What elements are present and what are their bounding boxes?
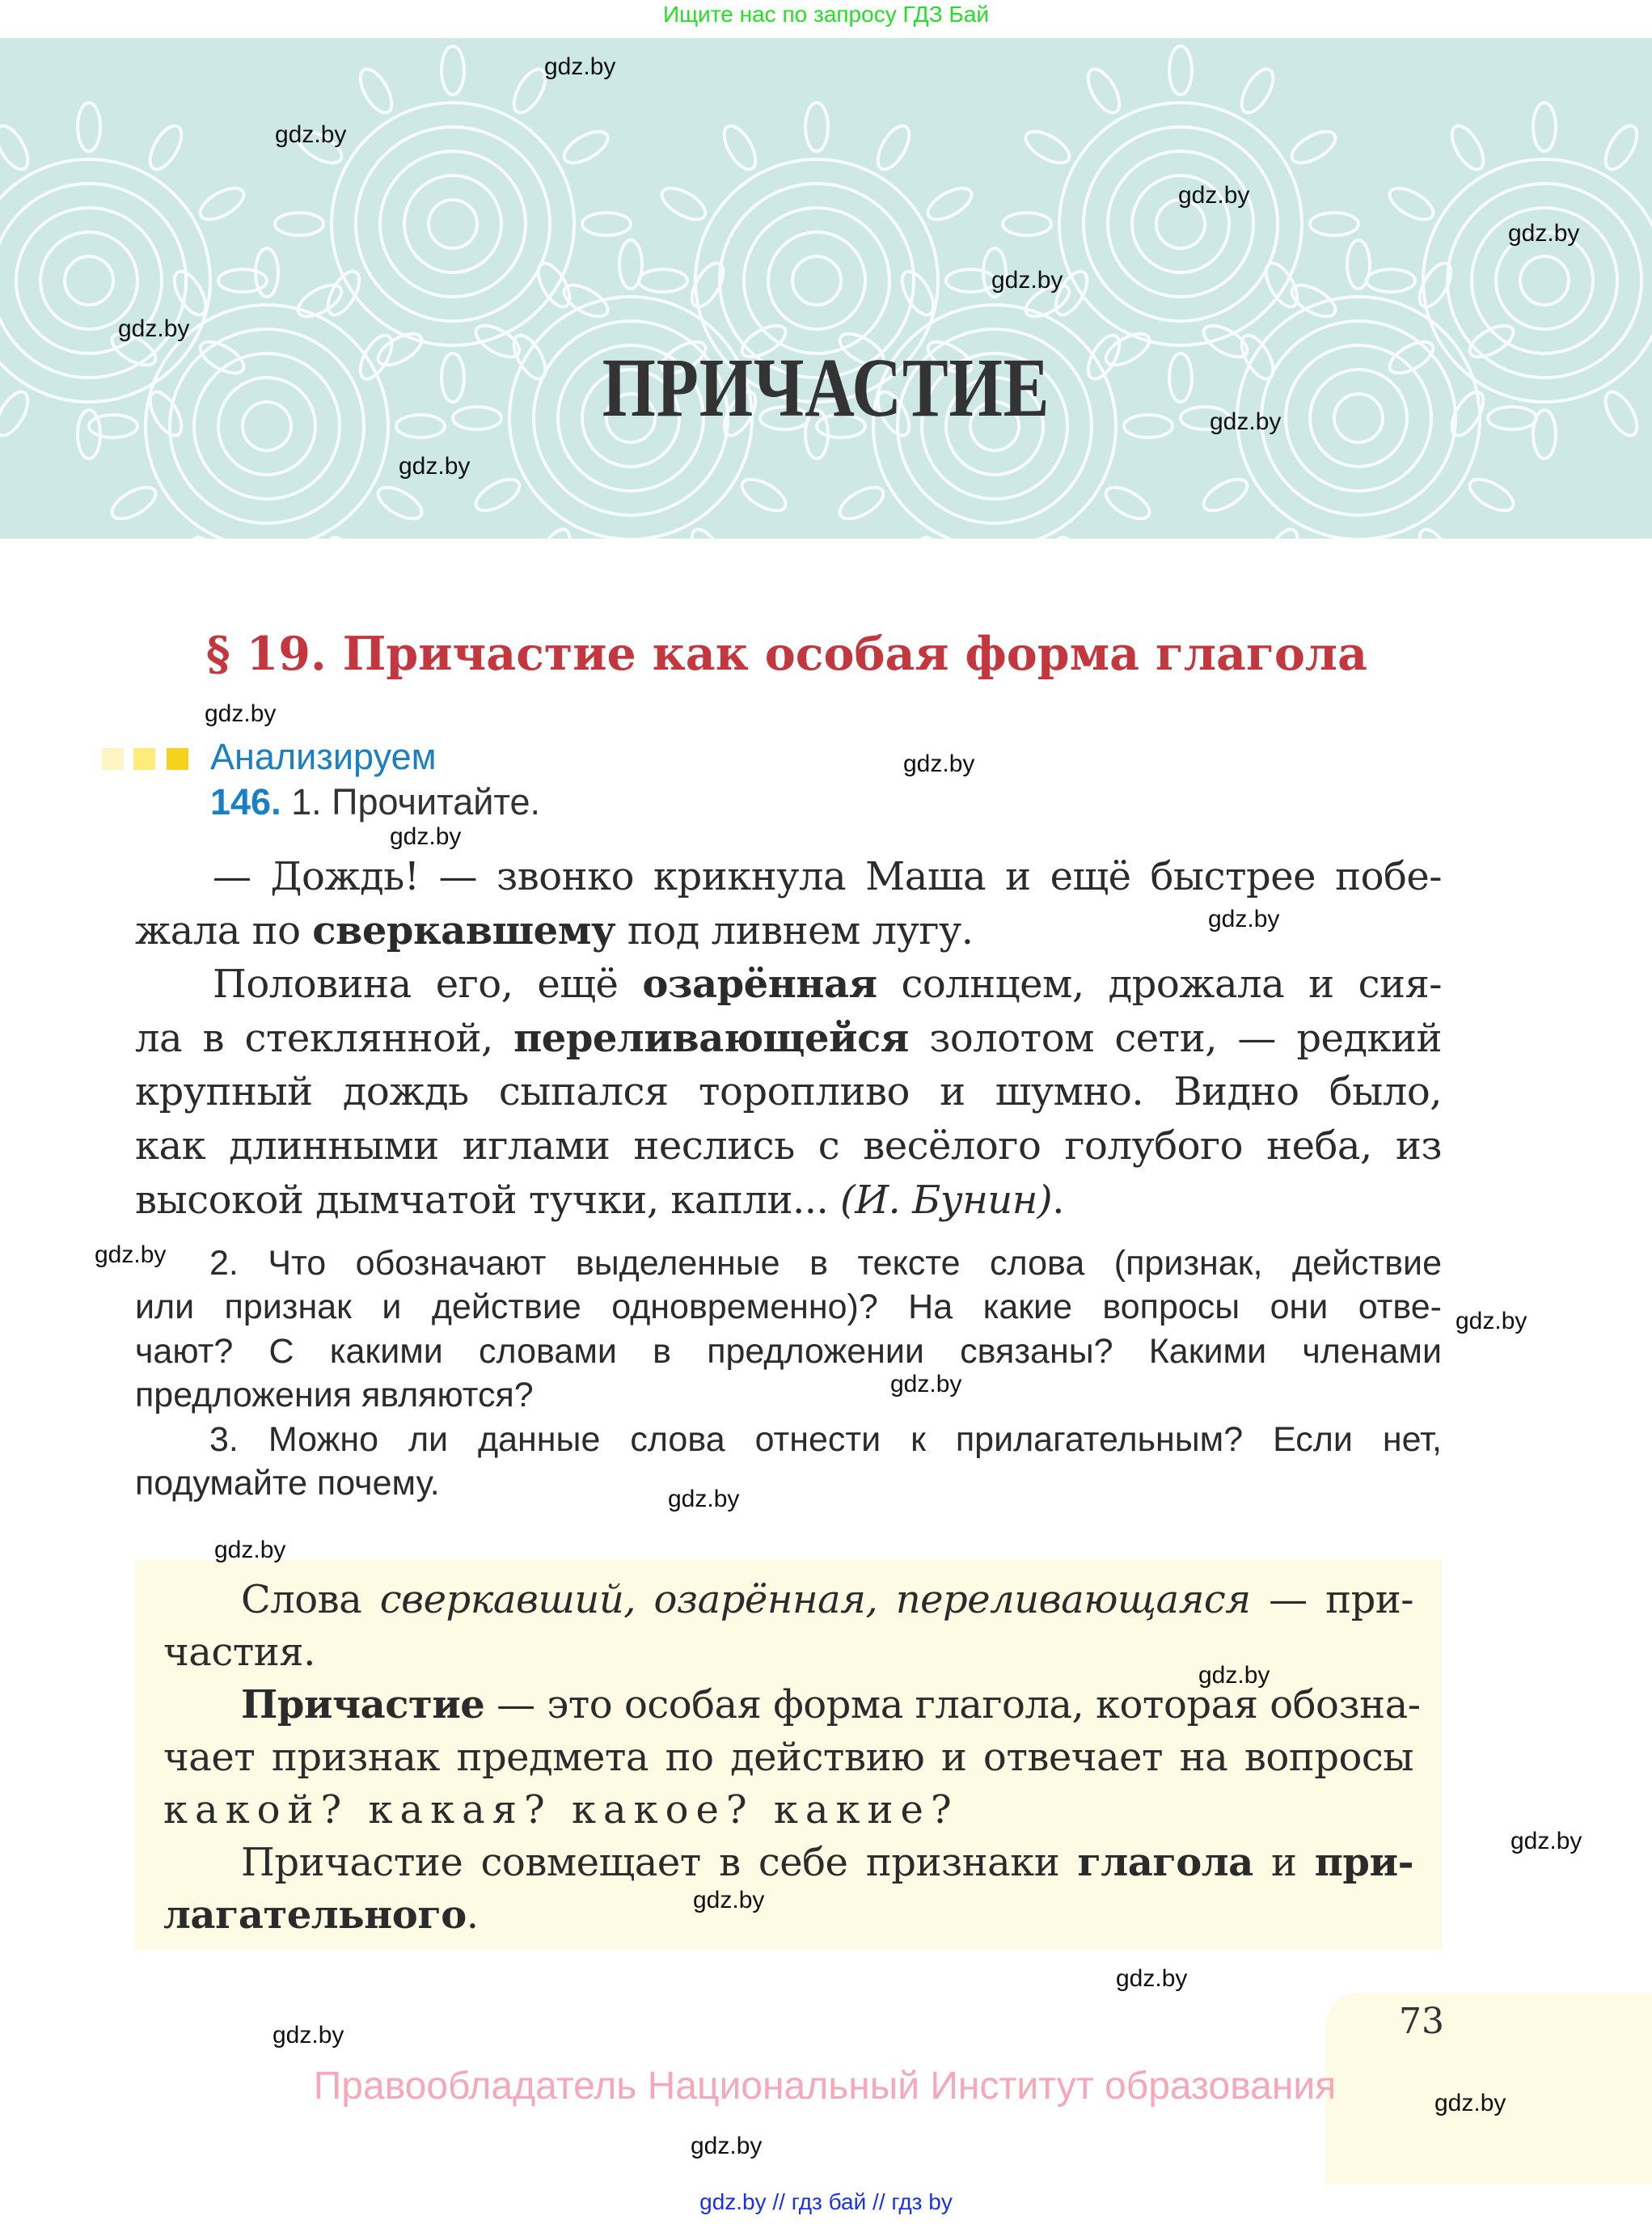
petal-ornament xyxy=(896,266,940,319)
chapter-title: ПРИЧАСТИЕ xyxy=(602,341,1050,434)
italic-text: сверкавший, озарённая, переливающаяся xyxy=(379,1577,1251,1622)
task-text: 1. Прочитайте. xyxy=(291,781,541,822)
text-segment: высокой дымчатой тучки, капли... xyxy=(135,1177,840,1223)
bold-text: сверкавшему xyxy=(312,907,616,953)
task-header xyxy=(210,781,540,823)
petal-ornament xyxy=(275,213,323,235)
petal-ornament xyxy=(1287,125,1341,169)
watermark-link[interactable]: gdz.by xyxy=(1116,1965,1188,1992)
petal-ornament xyxy=(1599,121,1643,174)
flower-ornament xyxy=(429,200,477,248)
text-segment: жала по xyxy=(135,907,313,953)
search-hint-link[interactable]: Ищите нас по запросу ГДЗ Бай xyxy=(662,2,990,27)
petal-ornament xyxy=(1003,213,1051,235)
watermark-link[interactable]: gdz.by xyxy=(95,1241,167,1268)
text-segment: Слова xyxy=(241,1577,380,1622)
questions-text xyxy=(135,1241,1442,1505)
text-segment: 2. Что обозначают выделенные в тексте слова (признак, действие xyxy=(209,1244,1442,1283)
petal-ornament xyxy=(1082,64,1126,117)
bold-text: озарённая xyxy=(642,962,877,1008)
text-line xyxy=(135,1119,1442,1173)
petal-ornament xyxy=(686,525,729,539)
petal-ornament xyxy=(737,473,791,517)
petal-ornament xyxy=(896,533,940,539)
petal-ornament xyxy=(78,103,100,151)
petal-ornament xyxy=(805,103,828,151)
petal-ornament xyxy=(532,525,576,539)
flower-ornament xyxy=(792,256,841,305)
section-label: Анализируем xyxy=(210,736,437,777)
watermark-link[interactable]: gdz.by xyxy=(273,2022,344,2049)
petal-ornament xyxy=(196,182,249,226)
text-segment: крупный дождь сыпался торопливо и шумно. Видно было, xyxy=(135,1069,1442,1115)
text-segment: чает признак предмета по действию и отвечает на вопросы xyxy=(163,1735,1413,1780)
petal-ornament xyxy=(144,121,188,174)
petal-ornament xyxy=(1413,525,1457,539)
bold-text: лагательного xyxy=(163,1892,467,1938)
text-segment: и xyxy=(1253,1840,1315,1885)
flower-ornament xyxy=(1108,151,1253,297)
petal-ornament xyxy=(1310,213,1358,235)
petal-ornament xyxy=(1384,182,1438,226)
watermark-link[interactable]: gdz.by xyxy=(903,750,975,777)
flower-ornament xyxy=(1059,103,1302,345)
text-line xyxy=(163,1784,1413,1837)
text-line xyxy=(135,958,1442,1012)
watermark-link[interactable]: gdz.by xyxy=(399,453,471,480)
flower-ornament xyxy=(768,232,865,329)
petal-ornament xyxy=(1101,481,1155,525)
petal-ornament xyxy=(1465,473,1519,517)
chapter-banner xyxy=(0,38,1652,539)
flower-ornament xyxy=(1520,256,1569,305)
petal-ornament xyxy=(374,481,427,525)
text-segment: 3. Можно ли данные слова отнести к прилагательным? Если нет, xyxy=(209,1419,1442,1459)
text-line xyxy=(135,1330,1442,1373)
petal-ornament xyxy=(872,121,915,174)
flower-ornament xyxy=(744,208,889,353)
text-segment: подумайте почему. xyxy=(135,1464,440,1503)
watermark-link[interactable]: gdz.by xyxy=(214,1537,286,1563)
bold-text: при- xyxy=(1314,1840,1413,1885)
flower-ornament xyxy=(332,103,574,345)
text-line xyxy=(135,1012,1442,1066)
petal-ornament xyxy=(718,121,762,174)
petal-ornament xyxy=(1169,46,1192,95)
marker-square xyxy=(167,748,188,770)
petal-ornament xyxy=(1446,121,1489,174)
page-number: 73 xyxy=(1399,2001,1444,2042)
petal-ornament xyxy=(322,533,365,539)
petal-ornament xyxy=(582,213,631,235)
watermark-link[interactable]: gdz.by xyxy=(1456,1308,1527,1334)
watermark-link[interactable]: gdz.by xyxy=(691,2133,763,2159)
petal-ornament xyxy=(1050,533,1093,539)
petal-ornament xyxy=(834,481,888,525)
watermark-link[interactable]: gdz.by xyxy=(1510,1828,1582,1854)
text-line xyxy=(163,1837,1413,1889)
watermark-link[interactable]: gdz.by xyxy=(693,1887,765,1913)
text-line xyxy=(135,1285,1442,1329)
text-segment: предложения являются? xyxy=(135,1376,534,1415)
text-segment: Причастие совмещает в себе признаки xyxy=(241,1840,1078,1885)
italic-text: (И. Бунин) xyxy=(839,1177,1053,1223)
bottom-links[interactable]: gdz.by // гдз бай // гдз by xyxy=(699,2189,953,2214)
watermark-link[interactable]: gdz.by xyxy=(205,700,277,727)
petal-ornament xyxy=(657,182,710,226)
text-segment: ла в стеклянной, xyxy=(135,1015,514,1061)
petal-ornament xyxy=(1198,473,1252,517)
watermark-link[interactable]: gdz.by xyxy=(1508,220,1580,247)
flower-ornament xyxy=(356,127,550,321)
marker-square xyxy=(102,748,124,770)
bold-text: переливающейся xyxy=(513,1015,909,1061)
petal-ornament xyxy=(619,240,642,289)
petal-ornament xyxy=(923,182,977,226)
petal-ornament xyxy=(560,125,613,169)
text-segment: или признак и действие одновременно)? На какие вопросы они отве- xyxy=(135,1287,1442,1327)
text-line xyxy=(163,1574,1413,1626)
text-segment: какой? какая? какое? какие? xyxy=(163,1787,959,1833)
text-segment: под ливнем лугу. xyxy=(615,907,974,953)
petal-ornament xyxy=(442,46,464,95)
text-segment: — Дождь! — звонко крикнула Маша и ещё быстрее побе- xyxy=(213,854,1442,899)
section-title: § 19. Причастие как особая форма глагола xyxy=(205,627,1368,681)
text-segment: как длинными иглами неслись с весёлого голубого неба, из xyxy=(135,1123,1442,1169)
text-segment: чают? С какими словами в предложении связаны? Какими членами xyxy=(135,1331,1442,1371)
bold-text: Причастие xyxy=(241,1682,485,1727)
petal-ornament xyxy=(1599,387,1643,441)
text-segment: солнцем, дрожала и сия- xyxy=(877,962,1443,1008)
petal-ornament xyxy=(1367,269,1415,292)
watermark-link[interactable]: gdz.by xyxy=(1210,408,1282,435)
text-segment: — это особая форма глагола, которая обозна- xyxy=(484,1682,1421,1727)
petal-ornament xyxy=(1347,240,1370,289)
flower-ornament xyxy=(1084,127,1278,321)
petal-ornament xyxy=(0,121,34,174)
text-line xyxy=(135,1418,1442,1461)
watermark-link[interactable]: gdz.by xyxy=(118,315,190,342)
text-segment: . xyxy=(466,1892,479,1938)
text-segment: Половина его, ещё xyxy=(213,962,643,1008)
flower-ornament xyxy=(404,175,501,273)
text-line xyxy=(135,1173,1442,1228)
text-segment: — при- xyxy=(1250,1577,1414,1622)
petal-ornament xyxy=(1236,64,1279,117)
petal-ornament xyxy=(1260,525,1303,539)
petal-ornament xyxy=(168,266,212,319)
bold-text: глагола xyxy=(1077,1840,1253,1885)
watermark-link[interactable]: gdz.by xyxy=(275,121,347,148)
watermark-link[interactable]: gdz.by xyxy=(544,53,616,80)
watermark-link[interactable]: gdz.by xyxy=(1198,1662,1270,1689)
text-line xyxy=(135,1373,1442,1417)
marker-square xyxy=(133,748,155,770)
watermark-link[interactable]: gdz.by xyxy=(390,823,462,850)
flower-ornament xyxy=(65,256,113,305)
text-segment: . xyxy=(1052,1177,1064,1223)
petal-ornament xyxy=(1020,125,1074,169)
text-line xyxy=(163,1731,1413,1784)
watermark-link[interactable]: gdz.by xyxy=(668,1486,740,1512)
flower-ornament xyxy=(380,151,526,297)
floral-pattern xyxy=(0,38,1652,539)
flower-ornament xyxy=(40,232,137,329)
rule-text xyxy=(163,1574,1421,1942)
petal-ornament xyxy=(471,473,524,517)
petal-ornament xyxy=(639,269,687,292)
rights-holder-notice: Правообладатель Национальный Институт образования xyxy=(313,2065,1337,2108)
watermark-link[interactable]: gdz.by xyxy=(1178,182,1250,209)
watermark-link[interactable]: gdz.by xyxy=(1434,2090,1506,2116)
text-line xyxy=(135,850,1442,904)
text-line xyxy=(135,1241,1442,1285)
watermark-link[interactable]: gdz.by xyxy=(991,267,1063,294)
petal-ornament xyxy=(107,481,160,525)
text-segment: частия. xyxy=(163,1630,315,1675)
petal-ornament xyxy=(168,533,212,539)
text-line xyxy=(163,1889,1413,1942)
petal-ornament xyxy=(1533,103,1556,151)
watermark-link[interactable]: gdz.by xyxy=(890,1371,962,1397)
task-number: 146. xyxy=(210,781,281,822)
petal-ornament xyxy=(89,415,137,438)
petal-ornament xyxy=(0,387,34,441)
petal-ornament xyxy=(354,64,398,117)
text-line xyxy=(135,1065,1442,1119)
petal-ornament xyxy=(322,266,365,319)
watermark-link[interactable]: gdz.by xyxy=(1208,906,1280,932)
text-line xyxy=(135,1461,1442,1505)
text-segment: золотом сети, — редкий xyxy=(908,1015,1442,1061)
